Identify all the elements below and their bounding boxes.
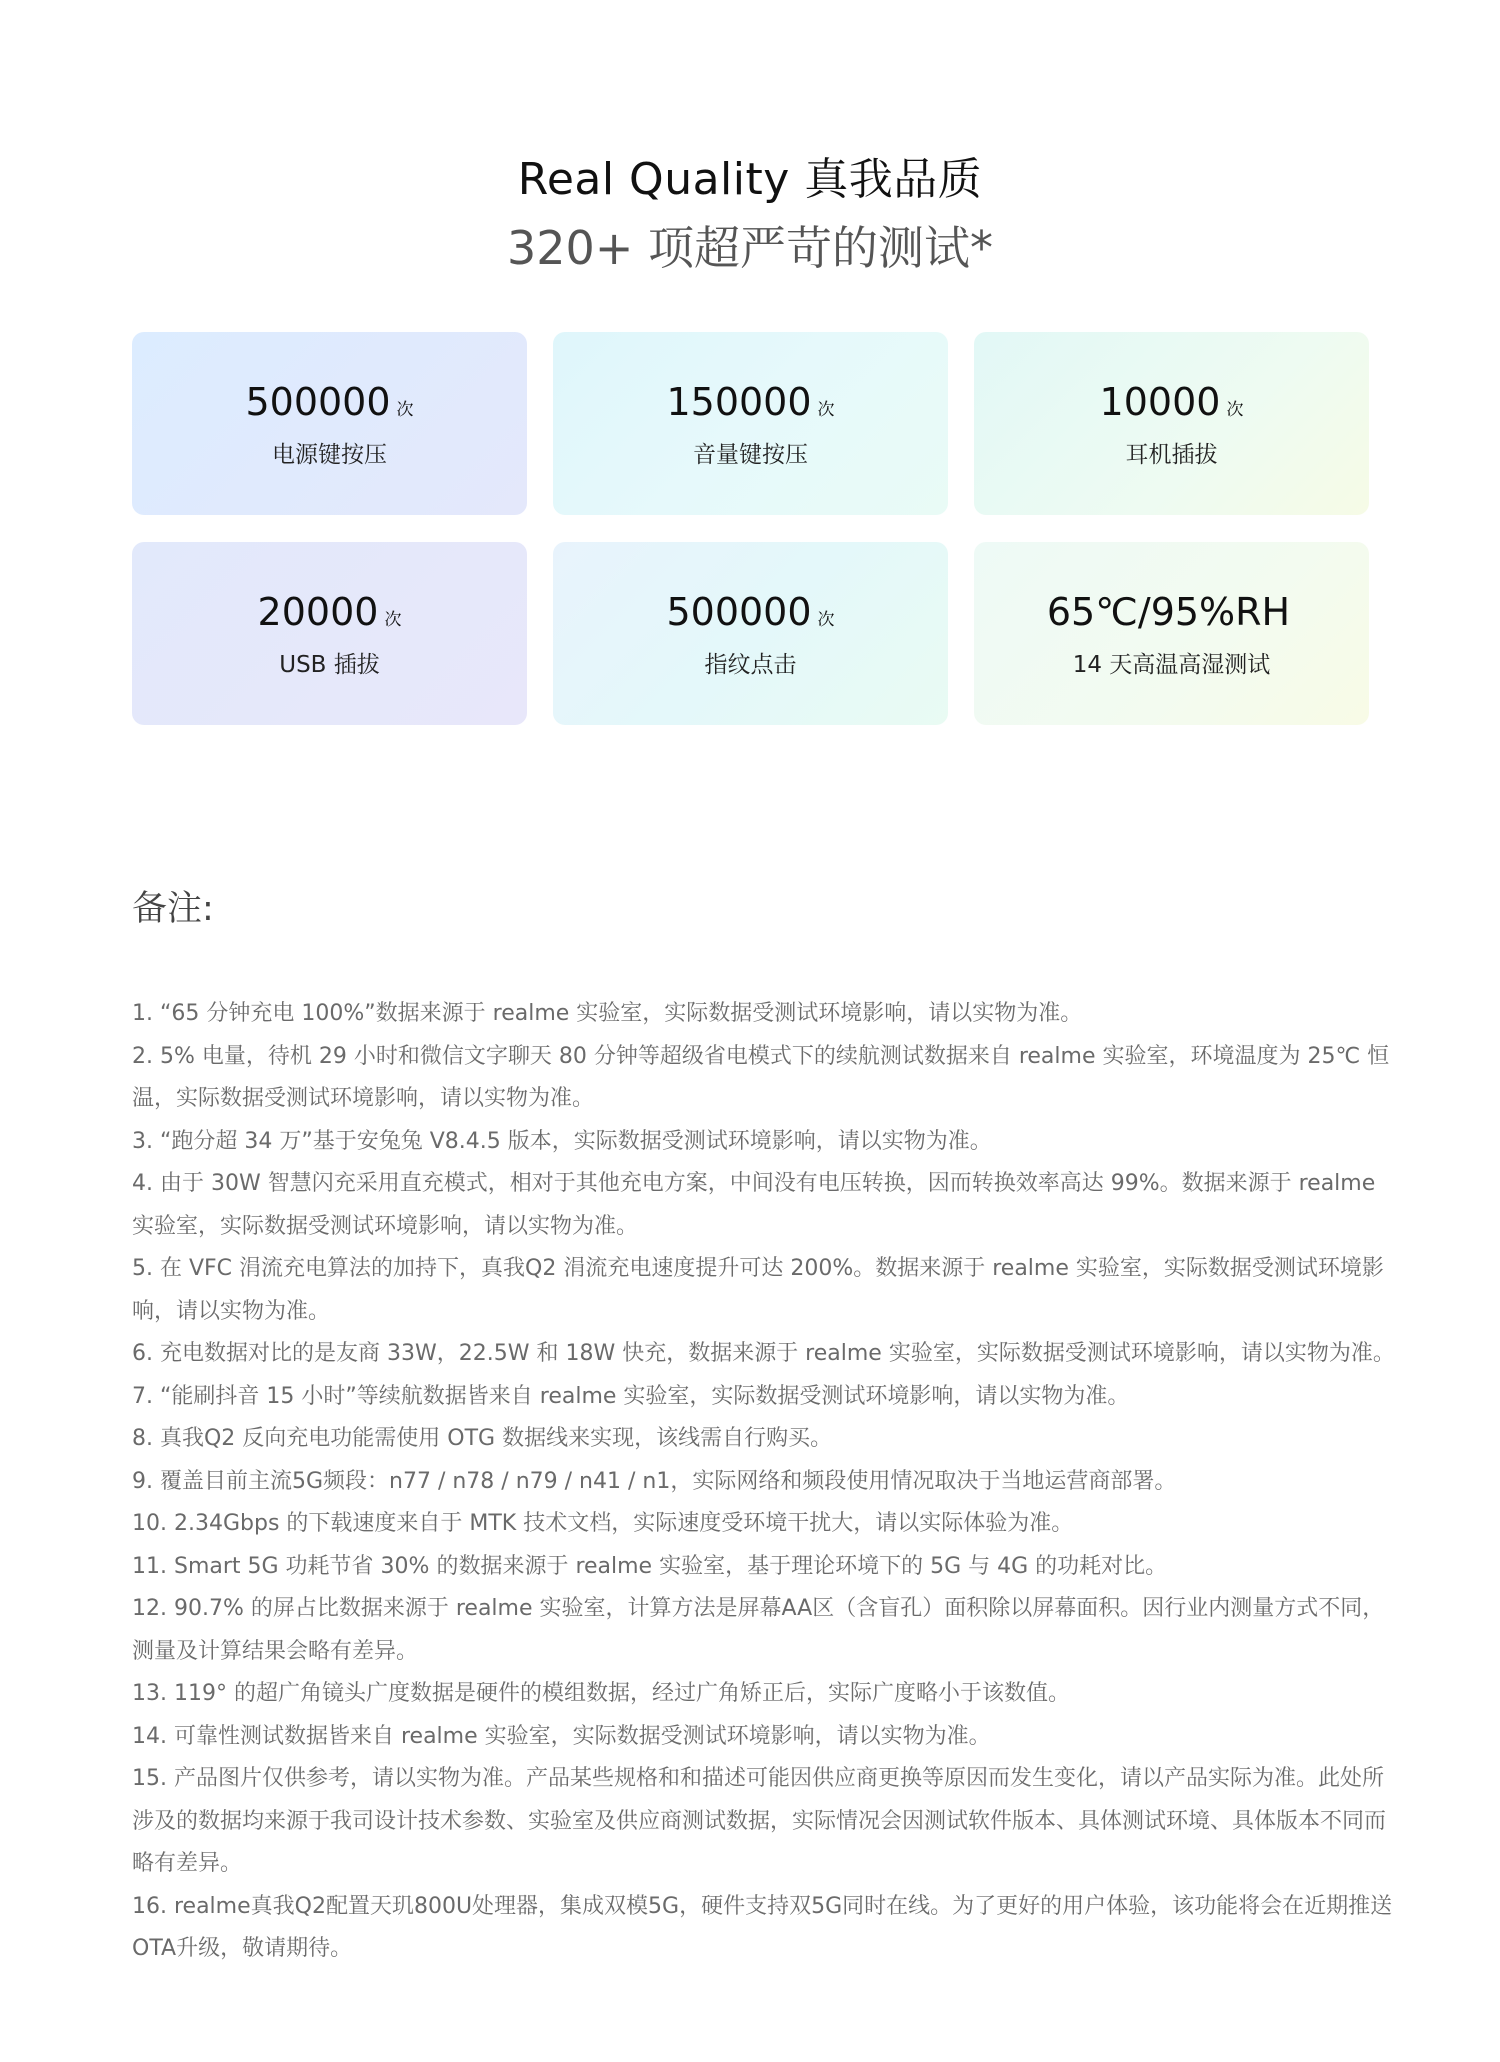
stat-card-fingerprint [553, 542, 948, 725]
note-item: 12. 90.7% 的屏占比数据来源于 realme 实验室，计算方法是屏幕AA区（含盲孔）面积除以屏幕面积。因行业内测量方式不同，测量及计算结果会略有差异。 [132, 1596, 1385, 1664]
stat-label: USB 插拔 [279, 651, 380, 678]
stat-value: 500000 [245, 379, 391, 424]
stat-card-humidity-test [974, 542, 1369, 725]
note-item: 1. “65 分钟充电 100%”数据来源于 realme 实验室，实际数据受测试环境影响，请以实物为准。 [132, 1001, 1083, 1026]
stat-value: 20000 [257, 589, 379, 634]
stat-value-row [245, 378, 413, 426]
stat-unit: 次 [1226, 399, 1244, 420]
stat-label: 指纹点击 [704, 651, 797, 678]
note-item: 9. 覆盖目前主流5G频段：n77 / n78 / n79 / n41 / n1，实际网络和频段使用情况取决于当地运营商部署。 [132, 1468, 1177, 1494]
stat-label: 音量键按压 [693, 441, 808, 468]
stat-card-volume-key [553, 332, 948, 515]
notes-list [132, 993, 1402, 1971]
stat-card-usb-plug [132, 542, 527, 725]
stat-value-row [258, 588, 402, 636]
note-item: 10. 2.34Gbps 的下载速度来自于 MTK 技术文档，实际速度受环境干扰大，请以实际体验为准。 [132, 1511, 1074, 1536]
stat-value: 65℃/95%RH [1046, 589, 1291, 634]
note-item: 11. Smart 5G 功耗节省 30% 的数据来源于 realme 实验室，基于理论环境下的 5G 与 4G 的功耗对比。 [132, 1553, 1168, 1579]
stat-value: 150000 [666, 379, 812, 424]
note-item: 5. 在 VFC 涓流充电算法的加持下，真我Q2 涓流充电速度提升可达 200%。数据来源于 realme 实验室，实际数据受测试环境影响，请以实物为准。 [132, 1256, 1384, 1324]
stat-value: 500000 [666, 589, 812, 634]
note-item: 13. 119° 的超广角镜头广度数据是硬件的模组数据，经过广角矫正后，实际广度略小于该数值。 [132, 1681, 1070, 1706]
note-item: 3. “跑分超 34 万”基于安兔兔 V8.4.5 版本，实际数据受测试环境影响，请以实物为准。 [132, 1128, 992, 1154]
stat-label: 电源键按压 [272, 441, 387, 468]
note-item: 7. “能刷抖音 15 小时”等续航数据皆来自 realme 实验室，实际数据受测试环境影响，请以实物为准。 [132, 1383, 1130, 1409]
stats-grid [132, 332, 1370, 725]
stat-value-row [1100, 378, 1244, 426]
stat-unit: 次 [817, 399, 835, 420]
note-item: 14. 可靠性测试数据皆来自 realme 实验室，实际数据受测试环境影响，请以实物为准。 [132, 1723, 991, 1749]
note-item: 2. 5% 电量，待机 29 小时和微信文字聊天 80 分钟等超级省电模式下的续航测试数据来自 realme 实验室，环境温度为 25℃ 恒温，实际数据受测试环境影响，请以实物为准。 [132, 1043, 1390, 1111]
stat-unit: 次 [817, 609, 835, 630]
note-item: 8. 真我Q2 反向充电功能需使用 OTG 数据线来实现，该线需自行购买。 [132, 1426, 833, 1451]
stat-unit: 次 [396, 399, 414, 420]
note-item: 15. 产品图片仅供参考，请以实物为准。产品某些规格和和描述可能因供应商更换等原因而发生变化，请以产品实际为准。此处所涉及的数据均来源于我司设计技术参数、实验室及供应商测试数据，实际情况会因测试软件版本、具体测试环境、具体版本不同而略有差异。 [132, 1766, 1387, 1876]
stat-value: 10000 [1099, 379, 1221, 424]
page-title: Real Quality 真我品质 [517, 154, 983, 205]
note-item: 6. 充电数据对比的是友商 33W，22.5W 和 18W 快充，数据来源于 realme 实验室，实际数据受测试环境影响，请以实物为准。 [132, 1341, 1395, 1366]
note-item: 16. realme真我Q2配置天玑800U处理器，集成双模5G，硬件支持双5G同时在线。为了更好的用户体验，该功能将会在近期推送OTA升级，敬请期待。 [132, 1893, 1393, 1961]
stat-value-row [666, 378, 834, 426]
stat-card-power-key [132, 332, 527, 515]
stat-label: 耳机插拔 [1125, 441, 1218, 468]
stat-label: 14 天高温高湿测试 [1072, 651, 1271, 678]
page-subtitle: 320+ 项超严苛的测试* [507, 221, 993, 275]
notes-heading: 备注: [132, 889, 214, 929]
note-item: 4. 由于 30W 智慧闪充采用直充模式，相对于其他充电方案，中间没有电压转换，因而转换效率高达 99%。数据来源于 realme 实验室，实际数据受测试环境影响，请以实物为准。 [132, 1171, 1376, 1239]
stat-value-row [1047, 588, 1296, 636]
stat-card-headphone-jack [974, 332, 1369, 515]
stat-value-row [666, 588, 834, 636]
stat-unit: 次 [384, 609, 402, 630]
hero-section [0, 150, 1500, 278]
